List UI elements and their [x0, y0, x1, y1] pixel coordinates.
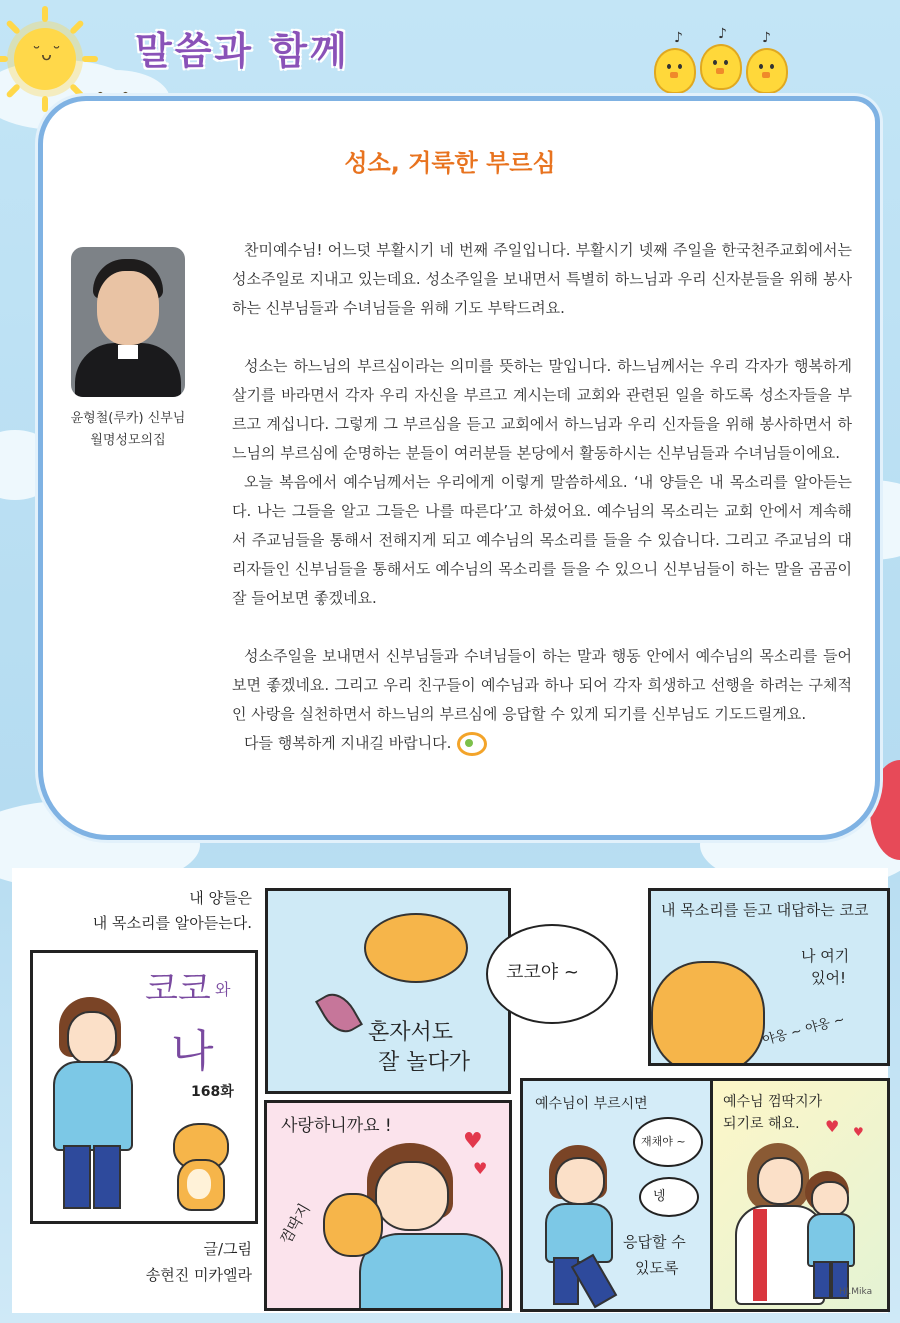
panel3-caption: 사랑하니까요 !: [281, 1116, 392, 1136]
panel1-text-b: 잘 놀다가: [378, 1050, 471, 1075]
comic-panel-2: [648, 888, 890, 1066]
sun-ray: [82, 56, 98, 62]
sun-icon: ˘ᴗ˘: [14, 28, 76, 90]
panel3-side: 껌딱지: [276, 1200, 314, 1248]
sun-ray: [42, 96, 48, 112]
comic-panel-3: [264, 1100, 512, 1311]
sun-ray: [42, 6, 48, 22]
cat-face: [651, 961, 765, 1066]
author-name: 윤형철(루카) 신부님: [70, 411, 186, 426]
comic-panel-1: [265, 888, 511, 1094]
panel4-bubble1: 재채야 ~: [641, 1135, 686, 1148]
chicks-icon: ♪ ♪ ♪: [652, 40, 792, 96]
sun-ray: [0, 56, 8, 62]
comic-intro-line: 내 목소리를 알아듣는다.: [92, 914, 252, 932]
author-caption: [58, 408, 198, 452]
credit-role: 글/그림: [203, 1240, 252, 1258]
cat-lying: [364, 913, 468, 983]
comic-intro: [52, 886, 252, 936]
series-title-a: 코코: [145, 969, 211, 1009]
heart-icon: ♥: [473, 1159, 488, 1178]
credit-name: 송현진 미카엘라: [145, 1266, 252, 1284]
comic-credit: [92, 1236, 252, 1288]
article-body: [232, 236, 852, 758]
heart-icon: ♥: [463, 1129, 483, 1154]
closing-text: 다들 행복하게 지내길 바랍니다.: [244, 734, 452, 752]
comic-panel-4: [520, 1078, 716, 1312]
paragraph: 성소주일을 보내면서 신부님들과 수녀님들이 하는 말과 행동 안에서 예수님의 목소리를 들어보면 좋겠네요. 그리고 우리 친구들이 예수님과 하나 되어 각자 희생하고 선행을 하려는 구체적인 사랑을 실천하면서 하느님의 부르심에 응답할 수 있게 되기를 신부님도 기도드릴게요.: [232, 647, 852, 723]
speech-bubble: [639, 1177, 699, 1217]
leaf-icon: [315, 986, 363, 1039]
call-bubble-text: 코코야 ~: [506, 962, 579, 983]
comic-panel-5: [710, 1078, 890, 1312]
comic-strip: [12, 868, 888, 1313]
paragraph: 오늘 복음에서 예수님께서는 우리에게 이렇게 말씀하세요. ‘내 양들은 내 목소리를 알아듣는다. 나는 그들을 알고 그들은 나를 따른다’고 하셨어요. 예수님의 목소리는 교회 안에서 계속해서 주교님들을 통해서 전해지게 되고 예수님의 목소리를 들을 수 있습니다. 그리고 주교님의 대리자들인 신부님들을 통해서도 예수님의 목소리를 들을 수 있으니 신부님들이 하는 말을 곰곰이 잘 들어보면 좋겠네요.: [232, 473, 852, 607]
paragraph: 찬미예수님! 어느덧 부활시기 네 번째 주일입니다. 부활시기 넷째 주일을 한국천주교회에서는 성소주일로 지내고 있는데요. 성소주일을 보내면서 특별히 하느님과 우리 신자분들을 위해 봉사하는 신부님들과 수녀님들을 위해 기도 부탁드려요.: [232, 241, 852, 317]
panel5-caption-b: 되기로 해요.: [723, 1116, 800, 1132]
panel2-caption: 내 목소리를 듣고 대답하는 코코: [661, 901, 869, 919]
episode-number: 168화: [191, 1084, 234, 1100]
comic-intro-line: 내 양들은: [189, 889, 252, 907]
heart-icon: ♥: [853, 1125, 864, 1139]
heart-icon: ♥: [825, 1117, 840, 1136]
series-title-b: 와: [215, 980, 231, 999]
panel1-text-a: 혼자서도: [368, 1020, 454, 1045]
paragraph-closing: [232, 729, 852, 758]
author-place: 월명성모의집: [90, 433, 166, 448]
panel4-caption: 예수님이 부르시면: [535, 1096, 648, 1112]
panel4-text-a: 응답할 수: [623, 1233, 686, 1251]
series-title-c: 나: [171, 1026, 214, 1077]
panel4-bubble2: 넹: [653, 1189, 666, 1204]
page-title: 말씀과 함께: [135, 29, 350, 73]
panel2-shout-b: 있어!: [811, 969, 846, 987]
signature: HJ.Mika: [839, 1287, 873, 1297]
comic-title-panel: [30, 950, 258, 1224]
author-photo: [71, 247, 185, 397]
logo-icon: [457, 732, 487, 756]
panel2-shout-a: 나 여기: [801, 947, 850, 965]
panel2-sound: 야옹 ~ 야옹 ~: [761, 1012, 847, 1049]
panel5-caption-a: 예수님 껌딱지가: [723, 1094, 823, 1110]
paragraph: 성소는 하느님의 부르심이라는 의미를 뜻하는 말입니다. 하느님께서는 우리 각자가 행복하게 살기를 바라면서 각자 우리 자신을 부르고 계시는데 교회와 관련된 일을 하도록 성소자들을 부르고 계십니다. 그렇게 그 부르심을 듣고 교회에서 하느님과 우리 신자들을 위해 봉사하면서 하느님의 부르심에 순명하는 분들이 여러분들 본당에서 활동하시는 신부님들과 수녀님들이에요.: [232, 357, 852, 462]
article-heading: 성소, 거룩한 부르심: [344, 149, 556, 177]
panel4-text-b: 있도록: [635, 1259, 679, 1277]
